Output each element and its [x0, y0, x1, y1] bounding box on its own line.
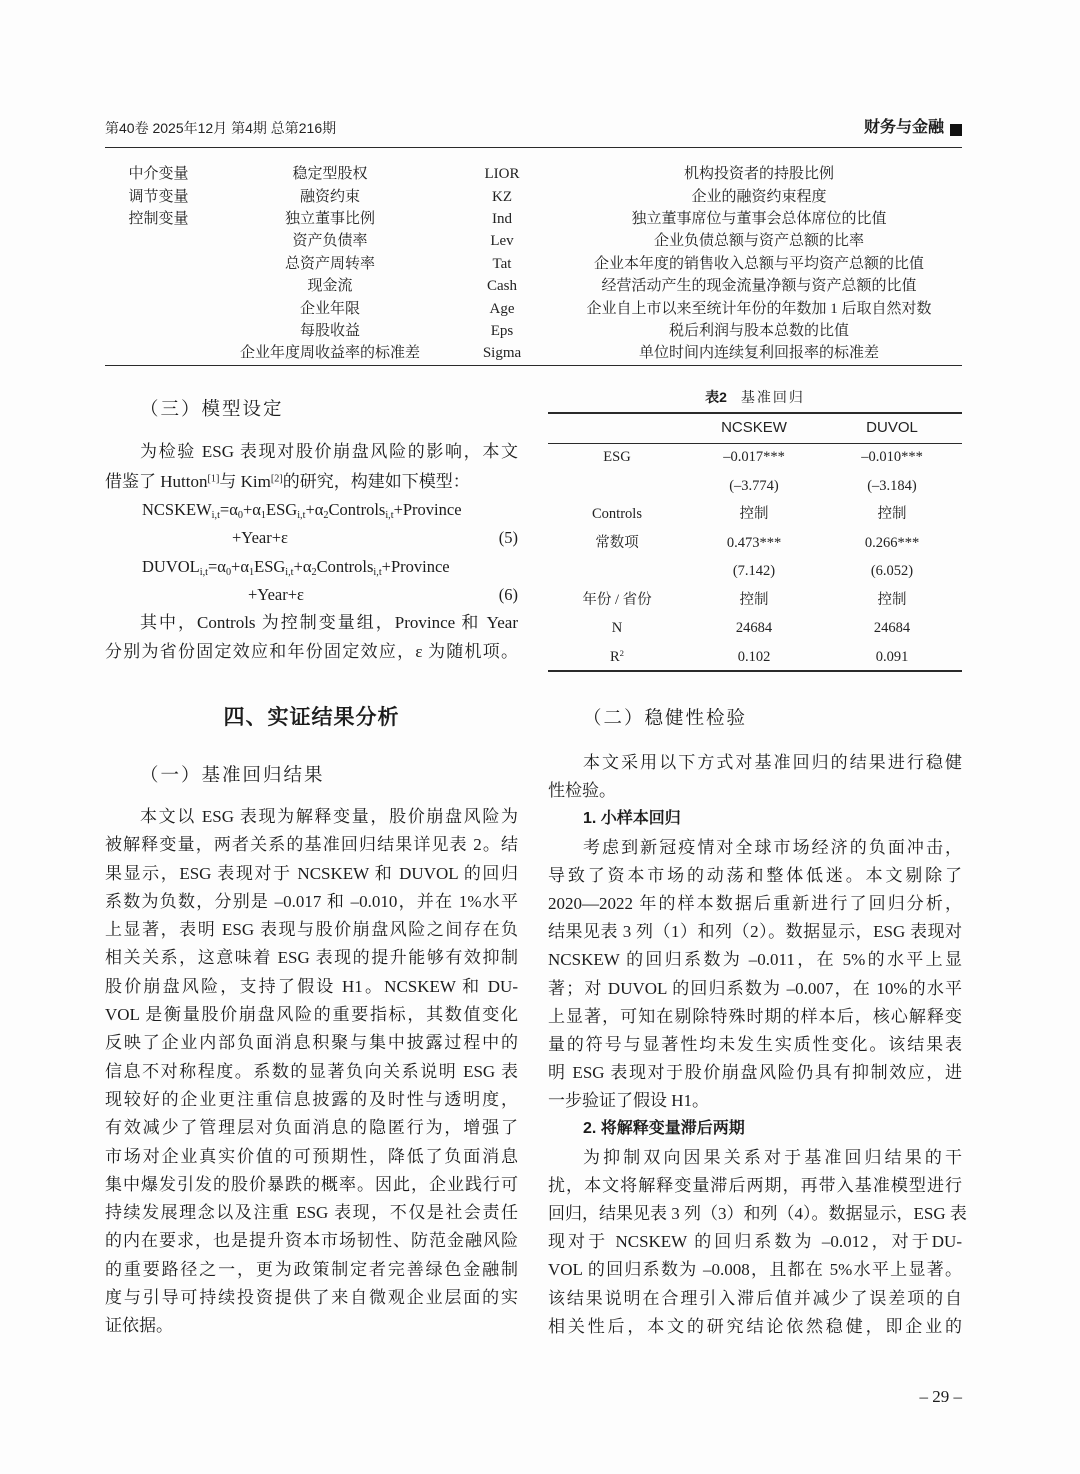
paragraph-line: 被解释变量，两者关系的基准回归结果详见表 2。结 — [105, 835, 518, 855]
table-cell: (–3.774) — [729, 477, 779, 494]
table-row — [548, 472, 962, 501]
paragraph-line: 本文以 ESG 表现为解释变量，股价崩盘风险为 — [140, 807, 518, 826]
variable-name: 资产负债率 — [292, 233, 368, 250]
table-cell: 控制 — [877, 591, 907, 608]
paragraph-line: VOL 是衡量股价崩盘风险的重要指标，其数值变化 — [105, 1005, 518, 1025]
variable-type: 调节变量 — [128, 188, 189, 205]
table-cell: (6.052) — [870, 563, 914, 580]
paragraph-line: 持续发展理念以及注重 ESG 表现，不仅是社会责任 — [105, 1203, 518, 1223]
variable-symbol: Sigma — [482, 345, 522, 362]
paragraph-line: 上显著，可知在剔除特殊时期的样本后，核心解释变 — [548, 1006, 962, 1026]
formula-subscript: 1 — [249, 567, 255, 579]
paragraph-line: 上显著，表明 ESG 表现与股价崩盘风险之间存在负 — [105, 920, 518, 940]
formula-subscript: i,t — [297, 510, 306, 522]
header-empty-cell — [548, 413, 686, 443]
subsection-title: 2. 将解释变量滞后两期 — [583, 1120, 745, 1138]
formula-subscript: 1 — [260, 510, 267, 522]
table-cell: 控制 — [739, 506, 769, 523]
table-cell: 控制 — [739, 591, 769, 608]
formula-subscript: 2 — [323, 510, 329, 522]
formula-term: =α — [207, 557, 226, 576]
table-row — [548, 529, 962, 558]
formula-lhs: NCSKEW — [142, 500, 212, 519]
variable-symbol: Tat — [492, 255, 512, 272]
paragraph-line: 相关性后，本文的研究结论依然稳健，即企业的 — [548, 1316, 962, 1336]
variable-symbol: Eps — [490, 322, 514, 339]
model-section-heading: （三）模型设定 — [140, 400, 284, 420]
baseline-regression-table — [548, 413, 962, 671]
formula-6-line1 — [142, 555, 450, 579]
formula-subscript: 0 — [237, 510, 243, 522]
variable-type: 控制变量 — [128, 210, 189, 227]
paragraph-line: 果显示，ESG 表现对于 NCSKEW 和 DUVOL 的回归 — [105, 863, 518, 883]
paragraph-line: 量的符号与显著性均未发生实质性变化。该结果表 — [548, 1034, 962, 1054]
table-row — [548, 586, 962, 615]
intro-text-pre: 借鉴了 Hutton — [105, 472, 208, 491]
table-row — [105, 275, 962, 297]
variable-definition: 企业本年度的销售收入总额与平均资产总额的比值 — [593, 255, 924, 272]
table-row — [105, 163, 962, 185]
paragraph-line: 2020—2022 年的样本数据后重新进行了回归分析， — [548, 893, 962, 913]
variable-type-empty — [105, 342, 212, 364]
paragraph-line: 反映了企业内部负面消息积聚与集中披露过程中的 — [105, 1033, 518, 1053]
formula-5-line1 — [142, 498, 462, 522]
variable-name: 企业年限 — [299, 300, 360, 317]
row-label — [548, 643, 686, 672]
variable-symbol: Lev — [490, 233, 514, 250]
formula-6-number: (6) — [498, 585, 518, 604]
variable-name: 总资产周转率 — [284, 255, 375, 272]
formula-term: +Province — [393, 500, 462, 519]
table-cell: 0.473*** — [726, 534, 782, 551]
table-cell: 24684 — [873, 620, 911, 637]
journal-name: 财务与金融 — [863, 119, 944, 136]
formula-term: +α — [293, 557, 312, 576]
formula-term: +α — [231, 557, 249, 576]
paragraph-line: 现较好的企业更注重信息披露的及时性与透明度， — [105, 1089, 518, 1109]
table-row — [105, 230, 962, 252]
paragraph-line: 回归，结果见表 3 列（3）和列（4）。数据显示，ESG 表 — [548, 1204, 967, 1223]
robustness-heading: （二）稳健性检验 — [583, 709, 748, 729]
table-cell: 0.102 — [737, 648, 771, 665]
baseline-heading: （一）基准回归结果 — [140, 766, 325, 786]
variable-definition: 单位时间内连续复利回报率的标准差 — [638, 345, 879, 362]
paragraph-line: 相关关系，这意味着 ESG 表现的提升能够有效抑制 — [105, 948, 518, 968]
paragraph-line: 扰，本文将解释变量滞后两期，再带入基准模型进行 — [548, 1175, 962, 1195]
row-label: ESG — [603, 449, 631, 466]
table-header-row — [548, 413, 962, 443]
table-cell: –0.010*** — [861, 449, 923, 466]
paragraph-line: 现对于 NCSKEW 的回归系数为 –0.012，对于DU- — [548, 1232, 962, 1252]
r-squared-label: R — [609, 648, 620, 665]
paragraph-line: 股价崩盘风险，支持了假设 H1。NCSKEW 和 DU- — [105, 976, 518, 996]
paragraph-line: 集中爆发引发的股价暴跌的概率。因此，企业践行可 — [105, 1174, 518, 1194]
page-number: – 29 – — [919, 1387, 962, 1406]
table2-caption: 基准回归 — [740, 391, 805, 406]
paragraph-line: 市场对企业真实价值的可预期性，降低了负面消息 — [105, 1146, 518, 1166]
formula-subscript: i,t — [211, 510, 220, 522]
formula-lhs: DUVOL — [142, 557, 200, 576]
table-cell: 0.266*** — [864, 534, 920, 551]
paragraph-line: VOL 的回归系数为 –0.008，且都在 5%水平上显著。 — [548, 1260, 962, 1280]
paragraph-line: 系数为负数，分别是 –0.017 和 –0.010，并在 1%水平 — [105, 891, 518, 911]
variable-definition: 经营活动产生的现金流量净额与资产总额的比值 — [601, 278, 917, 295]
table-row — [548, 443, 962, 472]
model-explain-line: 分别为省份固定效应和年份固定效应，ε 为随机项。 — [105, 642, 518, 661]
r-squared-superscript: 2 — [619, 647, 624, 658]
variable-symbol: Cash — [487, 278, 517, 295]
table2-label: 表2 — [705, 389, 727, 405]
paragraph-line: 度与引导可持续投资提供了来自微观企业层面的实 — [105, 1288, 518, 1308]
table-row — [105, 253, 962, 275]
variable-name: 融资约束 — [299, 188, 360, 205]
robustness-paragraph — [548, 749, 967, 1341]
row-label: 常数项 — [595, 534, 639, 551]
citation-kim: [2] — [270, 473, 283, 485]
variable-type-empty — [105, 275, 212, 297]
paragraph-line: 为抑制双向因果关系对于基准回归结果的干 — [583, 1147, 962, 1167]
row-label-empty — [548, 472, 686, 501]
table-cell: (7.142) — [732, 563, 776, 580]
table-row — [105, 342, 962, 364]
formula-5-number: (5) — [498, 528, 518, 547]
issue-info: 第40卷 2025年12月 第4期 总第216期 — [105, 120, 337, 136]
paragraph-line: 的内在要求，也是提升资本市场韧性、防范金融风险 — [105, 1231, 518, 1251]
formula-5-line2: +Year+ε — [232, 528, 288, 547]
variable-symbol: LIOR — [484, 166, 520, 183]
section-heading: 四、实证结果分析 — [223, 705, 400, 729]
variable-definition: 独立董事席位与董事会总体席位的比值 — [631, 210, 887, 227]
formula-term: ESG — [266, 500, 298, 519]
table-cell: 24684 — [735, 620, 773, 637]
table-cell: –0.017*** — [723, 449, 785, 466]
table-row — [548, 500, 962, 529]
variable-symbol: Age — [489, 300, 515, 317]
paragraph-line: NCSKEW 的回归系数为 –0.011，在 5%的水平上显 — [548, 950, 962, 970]
variable-type-empty — [105, 230, 212, 252]
formula-subscript: i,t — [199, 567, 208, 579]
variable-symbol: Ind — [492, 210, 512, 227]
paragraph-line: 结果见表 3 列（1）和列（2）。数据显示，ESG 表现对 — [548, 922, 962, 942]
model-explain-line: 其中，Controls 为控制变量组，Province 和 Year — [140, 613, 518, 632]
paragraph-line: 的重要路径之一，更为政策制定者完善绿色金融制 — [105, 1259, 518, 1279]
model-intro-line-citations — [105, 470, 518, 494]
variable-name: 稳定型股权 — [292, 166, 368, 183]
variable-definition: 企业负债总额与资产总额的比率 — [653, 233, 864, 250]
table-row — [548, 643, 962, 672]
paragraph-line: 一步验证了假设 H1。 — [548, 1091, 710, 1111]
paragraph-line: 考虑到新冠疫情对全球市场经济的负面冲击， — [583, 837, 962, 857]
header-rule — [105, 147, 962, 148]
row-label: N — [611, 620, 623, 637]
table-cell: 0.091 — [875, 648, 909, 665]
paragraph-line: 性检验。 — [548, 781, 616, 801]
variable-type-empty — [105, 297, 212, 319]
variable-type: 中介变量 — [128, 166, 189, 183]
table-row — [548, 614, 962, 643]
table-cell: (–3.184) — [867, 477, 917, 494]
paragraph-line: 该结果说明在合理引入滞后值并减少了误差项的自 — [548, 1288, 962, 1308]
model-intro-line: 为检验 ESG 表现对股价崩盘风险的影响，本文 — [140, 442, 518, 461]
formula-term: +Province — [381, 557, 450, 576]
row-label: 年份 / 省份 — [582, 591, 652, 608]
paragraph-line: 导致了资本市场的动荡和整体低迷。本文剔除了 — [548, 865, 962, 885]
paragraph-line: 证依据。 — [105, 1316, 173, 1336]
journal-name-block — [864, 117, 962, 139]
citation-hutton: [1] — [207, 473, 220, 485]
variable-type-empty — [105, 253, 212, 275]
column-header: DUVOL — [866, 419, 918, 436]
variable-definition-table — [105, 163, 962, 365]
table2-title — [548, 387, 962, 409]
intro-text-post: 的研究，构建如下模型： — [282, 472, 470, 491]
formula-term: Controls — [328, 500, 386, 519]
table-row — [548, 557, 962, 586]
formula-6-line2: +Year+ε — [248, 585, 304, 604]
formula-term: ESG — [254, 557, 286, 576]
table-row — [105, 320, 962, 342]
formula-subscript: i,t — [385, 510, 394, 522]
variable-definition: 企业的融资约束程度 — [691, 188, 827, 205]
row-label: Controls — [592, 506, 642, 523]
variable-name: 每股收益 — [299, 322, 360, 339]
paragraph-line: 明 ESG 表现对于股价崩盘风险仍具有抑制效应，进 — [548, 1063, 962, 1083]
paragraph-line: 信息不对称程度。系数的显著负向关系说明 ESG 表 — [105, 1061, 518, 1081]
variable-name: 现金流 — [307, 278, 353, 295]
variable-type-empty — [105, 320, 212, 342]
formula-term: +α — [242, 500, 261, 519]
variable-symbol: KZ — [492, 188, 512, 205]
formula-subscript: 0 — [225, 567, 232, 579]
formula-term: Controls — [316, 557, 374, 576]
formula-term: +α — [305, 500, 324, 519]
variable-definition: 企业自上市以来至统计年份的年数加 1 后取自然对数 — [586, 300, 932, 317]
formula-term: =α — [219, 500, 238, 519]
table-row — [105, 297, 962, 319]
paragraph-line: 有效减少了管理层对负面消息的隐匿行为，增强了 — [105, 1118, 518, 1138]
subsection-title: 1. 小样本回归 — [583, 810, 681, 828]
row-label-empty — [548, 557, 686, 586]
variable-name: 独立董事比例 — [284, 210, 375, 227]
variable-definition: 机构投资者的持股比例 — [683, 166, 834, 183]
table1-bottom-rule — [105, 365, 962, 366]
table-row — [105, 208, 962, 230]
table-cell: 控制 — [877, 506, 907, 523]
paragraph-line: 本文采用以下方式对基准回归的结果进行稳健 — [583, 753, 962, 772]
baseline-paragraph — [105, 803, 518, 1341]
intro-text-mid: 与 Kim — [219, 472, 271, 491]
formula-subscript: i,t — [373, 567, 382, 579]
square-marker-icon — [950, 124, 962, 136]
paragraph-line: 著；对 DUVOL 的回归系数为 –0.007，在 10%的水平 — [548, 978, 962, 998]
table-row — [105, 185, 962, 207]
variable-name: 企业年度周收益率的标准差 — [239, 345, 420, 362]
formula-subscript: 2 — [311, 567, 317, 579]
variable-definition: 税后利润与股本总数的比值 — [668, 322, 849, 339]
formula-subscript: i,t — [285, 567, 294, 579]
column-header: NCSKEW — [721, 419, 787, 436]
